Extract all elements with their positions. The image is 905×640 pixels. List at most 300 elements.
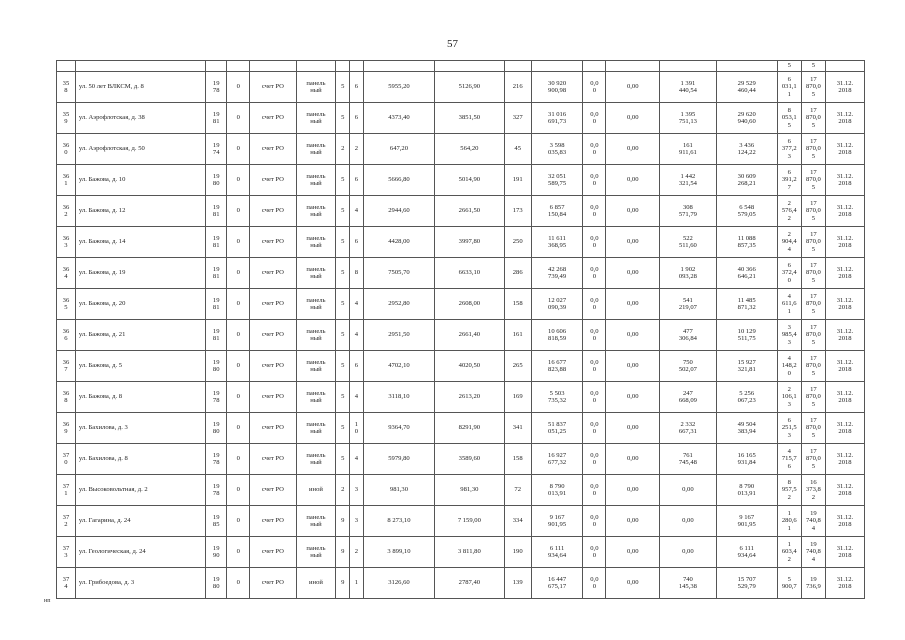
cell-total-area: 647,20 — [363, 134, 434, 165]
cell-year-built: 19 80 — [206, 165, 227, 196]
cell-cost-share-1: 0,0 0 — [583, 289, 606, 320]
cell-floors: 5 — [336, 413, 350, 444]
cell-year-reconstruction: 0 — [227, 227, 250, 258]
cell-cost-share-1: 0,0 0 — [583, 165, 606, 196]
cell-fund-formation: счет РО — [250, 475, 296, 506]
cell-unit-cost: 4 611,6 1 — [777, 289, 801, 320]
cell-total-cost: 31 016 691,73 — [531, 103, 582, 134]
cell-wall-material: панель ный — [296, 134, 336, 165]
cell-floors: 5 — [336, 382, 350, 413]
table-row — [57, 382, 865, 413]
cell-row-number: 37 2 — [57, 506, 76, 537]
cell-cost-share-3: 477 306,84 — [660, 320, 717, 351]
cell-address: ул. Высоковольтная, д. 2 — [75, 475, 205, 506]
cell-cost-share-2: 0,00 — [606, 320, 660, 351]
cell-entrances: 6 — [350, 165, 364, 196]
cell-address: ул. 50 лет ВЛКСМ, д. 8 — [75, 72, 205, 103]
cell-address: ул. Геологическая, д. 24 — [75, 537, 205, 568]
cell-fund-formation: счет РО — [250, 506, 296, 537]
cell-residential-area: 564,20 — [435, 134, 504, 165]
cell-cost-share-2: 0,00 — [606, 413, 660, 444]
cell-residents: 216 — [504, 72, 531, 103]
cell-unit-cost: 6 377,2 3 — [777, 134, 801, 165]
cell-residents: 327 — [504, 103, 531, 134]
cell-residents: 169 — [504, 382, 531, 413]
cell-year-built: 19 81 — [206, 227, 227, 258]
cell-fund-formation: счет РО — [250, 444, 296, 475]
cell-address: ул. Бажова, д. 21 — [75, 320, 205, 351]
cell-total-area: 8 273,10 — [363, 506, 434, 537]
cell-row-number: 35 9 — [57, 103, 76, 134]
cell-year-reconstruction: 0 — [227, 258, 250, 289]
cell-total-area: 3126,60 — [363, 568, 434, 599]
cell-total-cost: 8 790 013,91 — [531, 475, 582, 506]
cell-cost-share-4: 15 927 321,81 — [716, 351, 777, 382]
cell-year-reconstruction: 0 — [227, 196, 250, 227]
cell-fund-formation: счет РО — [250, 320, 296, 351]
cell-total-area: 3 899,10 — [363, 537, 434, 568]
cell-row-number: 36 9 — [57, 413, 76, 444]
cell-cost-share-4: 40 366 646,21 — [716, 258, 777, 289]
cell-row-number: 36 0 — [57, 134, 76, 165]
cell-wall-material: иной — [296, 475, 336, 506]
cell-year-built: 19 80 — [206, 351, 227, 382]
cell-fund-formation: счет РО — [250, 382, 296, 413]
cell-deadline: 31.12. 2018 — [826, 227, 865, 258]
cell-residential-area: 2661,40 — [435, 320, 504, 351]
cell-unit-cost: 6 372,4 0 — [777, 258, 801, 289]
cell-address: ул. Аэрофлотская, д. 38 — [75, 103, 205, 134]
cell-residential-area: 2608,00 — [435, 289, 504, 320]
cell-row-number: 37 1 — [57, 475, 76, 506]
cell-max-unit-cost: 17 870,0 5 — [801, 134, 825, 165]
cell-year-reconstruction: 0 — [227, 103, 250, 134]
cell-total-cost: 9 167 901,95 — [531, 506, 582, 537]
cell-total-area: 9364,70 — [363, 413, 434, 444]
cell-cost-share-2: 0,00 — [606, 258, 660, 289]
cell-cost-share-1: 0,0 0 — [583, 196, 606, 227]
cell-cost-share-4: 8 790 013,91 — [716, 475, 777, 506]
cell-cost-share-1: 0,0 0 — [583, 103, 606, 134]
table-row — [57, 351, 865, 382]
cell-cost-share-3: 750 502,07 — [660, 351, 717, 382]
cell-wall-material: панель ный — [296, 289, 336, 320]
cell-deadline: 31.12. 2018 — [826, 475, 865, 506]
cell-cost-share-4: 29 529 460,44 — [716, 72, 777, 103]
cell-deadline: 31.12. 2018 — [826, 196, 865, 227]
cell-max-unit-cost: 17 870,0 5 — [801, 258, 825, 289]
table-row — [57, 413, 865, 444]
cell-floors: 5 — [336, 196, 350, 227]
cell-total-area: 4702,10 — [363, 351, 434, 382]
cell-year-reconstruction: 0 — [227, 413, 250, 444]
cell-deadline: 31.12. 2018 — [826, 413, 865, 444]
cell-cost-share-4: 30 609 268,21 — [716, 165, 777, 196]
cell-wall-material: панель ный — [296, 196, 336, 227]
cell-total-area: 2952,80 — [363, 289, 434, 320]
cell-year-built: 19 81 — [206, 258, 227, 289]
cell-wall-material: панель ный — [296, 258, 336, 289]
cell-total-area: 4428,00 — [363, 227, 434, 258]
cell-deadline: 31.12. 2018 — [826, 506, 865, 537]
cell-total-area: 3118,10 — [363, 382, 434, 413]
cell-residents: 341 — [504, 413, 531, 444]
table-row — [57, 72, 865, 103]
cell-year-built: 19 81 — [206, 320, 227, 351]
cell-year-reconstruction: 0 — [227, 475, 250, 506]
cell-floors: 2 — [336, 475, 350, 506]
cell-residents — [504, 61, 531, 72]
cell-total-area: 4373,40 — [363, 103, 434, 134]
cell-entrances: 4 — [350, 382, 364, 413]
cell-max-unit-cost: 17 870,0 5 — [801, 196, 825, 227]
cell-wall-material: иной — [296, 568, 336, 599]
cell-fund-formation: счет РО — [250, 568, 296, 599]
cell-residential-area: 3997,80 — [435, 227, 504, 258]
cell-year-reconstruction: 0 — [227, 289, 250, 320]
cell-max-unit-cost: 17 870,0 5 — [801, 320, 825, 351]
cell-total-cost: 30 920 900,98 — [531, 72, 582, 103]
cell-residents: 190 — [504, 537, 531, 568]
cell-fund-formation: счет РО — [250, 165, 296, 196]
cell-address: ул. Бажова, д. 10 — [75, 165, 205, 196]
cell-year-built: 19 74 — [206, 134, 227, 165]
cell-cost-share-2: 0,00 — [606, 475, 660, 506]
cell-max-unit-cost: 19 740,8 4 — [801, 506, 825, 537]
cell-cost-share-1: 0,0 0 — [583, 444, 606, 475]
cell-cost-share-4: 3 436 124,22 — [716, 134, 777, 165]
cell-residential-area: 5014,90 — [435, 165, 504, 196]
table-row — [57, 537, 865, 568]
cell-address: ул. Бажова, д. 5 — [75, 351, 205, 382]
cell-residents: 265 — [504, 351, 531, 382]
cell-floors: 5 — [336, 320, 350, 351]
cell-fund-formation: счет РО — [250, 289, 296, 320]
cell-fund-formation: счет РО — [250, 258, 296, 289]
cell-cost-share-2: 0,00 — [606, 506, 660, 537]
cell-residents: 139 — [504, 568, 531, 599]
cell-max-unit-cost: 17 870,0 5 — [801, 227, 825, 258]
cell-total-area: 2944,60 — [363, 196, 434, 227]
cell-cost-share-2: 0,00 — [606, 289, 660, 320]
cell-year-reconstruction: 0 — [227, 165, 250, 196]
cell-cost-share-4: 11 485 871,32 — [716, 289, 777, 320]
cell-cost-share-4: 16 165 931,84 — [716, 444, 777, 475]
cell-year-reconstruction: 0 — [227, 537, 250, 568]
cell-total-cost: 6 857 150,84 — [531, 196, 582, 227]
cell-deadline: 31.12. 2018 — [826, 568, 865, 599]
cell-address: ул. Бахилова, д. 3 — [75, 413, 205, 444]
cell-cost-share-3: 761 745,48 — [660, 444, 717, 475]
cell-residential-area: 3851,50 — [435, 103, 504, 134]
cell-cost-share-3: 0,00 — [660, 475, 717, 506]
cell-entrances: 1 — [350, 568, 364, 599]
cell-wall-material: панель ный — [296, 351, 336, 382]
table-row — [57, 506, 865, 537]
cell-wall-material: панель ный — [296, 103, 336, 134]
cell-max-unit-cost: 17 870,0 5 — [801, 165, 825, 196]
table-row — [57, 258, 865, 289]
cell-row-number: 37 0 — [57, 444, 76, 475]
cell-max-unit-cost: 17 870,0 5 — [801, 444, 825, 475]
cell-total-area: 2951,50 — [363, 320, 434, 351]
cell-row-number: 36 7 — [57, 351, 76, 382]
cell-entrances: 6 — [350, 351, 364, 382]
cell-max-unit-cost: 19 736,9 — [801, 568, 825, 599]
cell-entrances — [350, 61, 364, 72]
cell-deadline: 31.12. 2018 — [826, 258, 865, 289]
cell-cost-share-4: 10 129 511,75 — [716, 320, 777, 351]
cell-total-area: 7505,70 — [363, 258, 434, 289]
cell-fund-formation: счет РО — [250, 134, 296, 165]
cell-cost-share-2 — [606, 61, 660, 72]
cell-year-reconstruction: 0 — [227, 72, 250, 103]
cell-entrances: 4 — [350, 196, 364, 227]
cell-max-unit-cost: 17 870,0 5 — [801, 103, 825, 134]
cell-deadline — [826, 61, 865, 72]
cell-residential-area: 2661,50 — [435, 196, 504, 227]
cell-entrances: 6 — [350, 103, 364, 134]
cell-address: ул. Бажова, д. 8 — [75, 382, 205, 413]
cell-cost-share-3: 1 395 751,13 — [660, 103, 717, 134]
cell-deadline: 31.12. 2018 — [826, 320, 865, 351]
cell-year-built: 19 78 — [206, 444, 227, 475]
cell-cost-share-4: 15 707 529,79 — [716, 568, 777, 599]
cell-fund-formation: счет РО — [250, 351, 296, 382]
cell-wall-material — [296, 61, 336, 72]
cell-floors: 5 — [336, 289, 350, 320]
cell-year-built: 19 78 — [206, 475, 227, 506]
cell-residential-area: 8291,90 — [435, 413, 504, 444]
cell-unit-cost: 3 985,4 3 — [777, 320, 801, 351]
cell-residential-area: 6633,10 — [435, 258, 504, 289]
cell-year-built: 19 81 — [206, 196, 227, 227]
cell-cost-share-2: 0,00 — [606, 537, 660, 568]
cell-cost-share-1: 0,0 0 — [583, 413, 606, 444]
cell-residents: 173 — [504, 196, 531, 227]
cell-unit-cost: 2 904,4 4 — [777, 227, 801, 258]
cell-cost-share-4: 6 111 934,64 — [716, 537, 777, 568]
table-row — [57, 475, 865, 506]
cell-wall-material: панель ный — [296, 165, 336, 196]
cell-total-cost — [531, 61, 582, 72]
cell-cost-share-2: 0,00 — [606, 103, 660, 134]
cell-address: ул. Бажова, д. 20 — [75, 289, 205, 320]
cell-address: ул. Аэрофлотская, д. 50 — [75, 134, 205, 165]
cell-cost-share-4: 9 167 901,95 — [716, 506, 777, 537]
cell-max-unit-cost: 17 870,0 5 — [801, 382, 825, 413]
cell-year-built: 19 78 — [206, 72, 227, 103]
table-row — [57, 568, 865, 599]
cell-unit-cost: 5 900,7 — [777, 568, 801, 599]
cell-residents: 158 — [504, 289, 531, 320]
cell-cost-share-3: 0,00 — [660, 537, 717, 568]
cell-floors: 2 — [336, 134, 350, 165]
cell-wall-material: панель ный — [296, 382, 336, 413]
cell-total-area: 5979,80 — [363, 444, 434, 475]
cell-cost-share-1 — [583, 61, 606, 72]
cell-cost-share-1: 0,0 0 — [583, 506, 606, 537]
cell-row-number: 36 8 — [57, 382, 76, 413]
table-row — [57, 134, 865, 165]
header-row — [57, 61, 865, 72]
cell-deadline: 31.12. 2018 — [826, 134, 865, 165]
cell-cost-share-4: 11 088 857,35 — [716, 227, 777, 258]
cell-deadline: 31.12. 2018 — [826, 351, 865, 382]
cell-max-unit-cost: 16 373,8 2 — [801, 475, 825, 506]
cell-residents: 191 — [504, 165, 531, 196]
cell-cost-share-1: 0,0 0 — [583, 72, 606, 103]
cell-fund-formation: счет РО — [250, 537, 296, 568]
cell-row-number: 37 3 — [57, 537, 76, 568]
cell-unit-cost: 1 603,4 2 — [777, 537, 801, 568]
cell-residential-area: 2613,20 — [435, 382, 504, 413]
cell-unit-cost: 1 280,6 1 — [777, 506, 801, 537]
cell-cost-share-4: 6 548 579,05 — [716, 196, 777, 227]
cell-cost-share-2: 0,00 — [606, 165, 660, 196]
cell-year-built: 19 81 — [206, 289, 227, 320]
cell-year-built: 19 80 — [206, 413, 227, 444]
cell-entrances: 6 — [350, 227, 364, 258]
cell-floors: 9 — [336, 568, 350, 599]
cell-wall-material: панель ный — [296, 320, 336, 351]
cell-deadline: 31.12. 2018 — [826, 289, 865, 320]
cell-row-number: 37 4 — [57, 568, 76, 599]
cell-total-cost: 10 606 818,59 — [531, 320, 582, 351]
table-row — [57, 289, 865, 320]
cell-fund-formation: счет РО — [250, 72, 296, 103]
cell-unit-cost: 4 148,2 0 — [777, 351, 801, 382]
footer-mark: нп — [44, 598, 51, 604]
cell-floors: 5 — [336, 103, 350, 134]
cell-unit-cost: 4 715,7 6 — [777, 444, 801, 475]
cell-row-number: 35 8 — [57, 72, 76, 103]
cell-year-reconstruction: 0 — [227, 568, 250, 599]
cell-total-area: 981,30 — [363, 475, 434, 506]
cell-year-reconstruction: 0 — [227, 382, 250, 413]
cell-cost-share-1: 0,0 0 — [583, 537, 606, 568]
cell-year-reconstruction: 0 — [227, 444, 250, 475]
cell-entrances: 3 — [350, 475, 364, 506]
cell-cost-share-3: 740 145,38 — [660, 568, 717, 599]
cell-residential-area: 2787,40 — [435, 568, 504, 599]
cell-floors: 5 — [336, 165, 350, 196]
cell-year-built: 19 78 — [206, 382, 227, 413]
housing-program-table — [56, 60, 865, 599]
cell-cost-share-3: 522 511,60 — [660, 227, 717, 258]
cell-address: ул. Бажова, д. 12 — [75, 196, 205, 227]
cell-fund-formation: счет РО — [250, 413, 296, 444]
cell-cost-share-2: 0,00 — [606, 382, 660, 413]
cell-entrances: 4 — [350, 289, 364, 320]
cell-cost-share-2: 0,00 — [606, 72, 660, 103]
cell-residents: 158 — [504, 444, 531, 475]
cell-address: ул. Бахилова, д. 8 — [75, 444, 205, 475]
cell-residential-area: 5126,90 — [435, 72, 504, 103]
cell-unit-cost: 6 251,5 3 — [777, 413, 801, 444]
cell-cost-share-1: 0,0 0 — [583, 320, 606, 351]
cell-cost-share-3: 247 668,09 — [660, 382, 717, 413]
cell-max-unit-cost: 5 — [801, 61, 825, 72]
cell-row-number: 36 3 — [57, 227, 76, 258]
cell-wall-material: панель ный — [296, 444, 336, 475]
table-row — [57, 444, 865, 475]
cell-cost-share-1: 0,0 0 — [583, 568, 606, 599]
cell-entrances: 2 — [350, 134, 364, 165]
cell-deadline: 31.12. 2018 — [826, 537, 865, 568]
cell-cost-share-1: 0,0 0 — [583, 134, 606, 165]
cell-year-built: 19 81 — [206, 103, 227, 134]
cell-deadline: 31.12. 2018 — [826, 165, 865, 196]
cell-unit-cost: 2 106,1 3 — [777, 382, 801, 413]
cell-total-cost: 51 837 051,25 — [531, 413, 582, 444]
cell-deadline: 31.12. 2018 — [826, 72, 865, 103]
cell-cost-share-2: 0,00 — [606, 196, 660, 227]
cell-cost-share-2: 0,00 — [606, 444, 660, 475]
cell-cost-share-3: 1 391 440,54 — [660, 72, 717, 103]
cell-residents: 334 — [504, 506, 531, 537]
cell-unit-cost: 2 576,4 2 — [777, 196, 801, 227]
cell-max-unit-cost: 17 870,0 5 — [801, 351, 825, 382]
cell-max-unit-cost: 17 870,0 5 — [801, 413, 825, 444]
cell-cost-share-3: 2 332 667,31 — [660, 413, 717, 444]
cell-residents: 72 — [504, 475, 531, 506]
cell-fund-formation: счет РО — [250, 227, 296, 258]
cell-total-area — [363, 61, 434, 72]
cell-total-cost: 42 268 739,49 — [531, 258, 582, 289]
cell-total-cost: 3 598 035,83 — [531, 134, 582, 165]
cell-address: ул. Грибоедова, д. 3 — [75, 568, 205, 599]
cell-cost-share-3 — [660, 61, 717, 72]
cell-total-cost: 16 677 823,88 — [531, 351, 582, 382]
cell-unit-cost: 6 391,2 7 — [777, 165, 801, 196]
cell-unit-cost: 6 031,1 1 — [777, 72, 801, 103]
cell-year-reconstruction: 0 — [227, 134, 250, 165]
cell-residential-area: 3589,60 — [435, 444, 504, 475]
cell-entrances: 6 — [350, 72, 364, 103]
cell-total-cost: 16 447 675,17 — [531, 568, 582, 599]
cell-row-number: 36 5 — [57, 289, 76, 320]
cell-floors: 9 — [336, 537, 350, 568]
table-row — [57, 165, 865, 196]
cell-cost-share-4 — [716, 61, 777, 72]
cell-fund-formation: счет РО — [250, 103, 296, 134]
cell-total-area: 5955,20 — [363, 72, 434, 103]
cell-cost-share-1: 0,0 0 — [583, 258, 606, 289]
cell-unit-cost: 5 — [777, 61, 801, 72]
cell-residents: 161 — [504, 320, 531, 351]
table-row — [57, 320, 865, 351]
table-row — [57, 196, 865, 227]
cell-residential-area: 981,30 — [435, 475, 504, 506]
cell-max-unit-cost: 17 870,0 5 — [801, 72, 825, 103]
cell-residential-area: 4020,50 — [435, 351, 504, 382]
cell-year-built: 19 85 — [206, 506, 227, 537]
cell-cost-share-4: 5 256 067,23 — [716, 382, 777, 413]
cell-total-cost: 32 051 589,75 — [531, 165, 582, 196]
cell-address: ул. Бажова, д. 19 — [75, 258, 205, 289]
cell-cost-share-3: 1 442 321,54 — [660, 165, 717, 196]
cell-row-number: 36 6 — [57, 320, 76, 351]
cell-entrances: 8 — [350, 258, 364, 289]
cell-year-reconstruction: 0 — [227, 506, 250, 537]
cell-residents: 250 — [504, 227, 531, 258]
cell-residential-area: 7 159,00 — [435, 506, 504, 537]
cell-year-reconstruction: 0 — [227, 351, 250, 382]
cell-cost-share-2: 0,00 — [606, 227, 660, 258]
cell-address: ул. Бажова, д. 14 — [75, 227, 205, 258]
cell-fund-formation: счет РО — [250, 196, 296, 227]
